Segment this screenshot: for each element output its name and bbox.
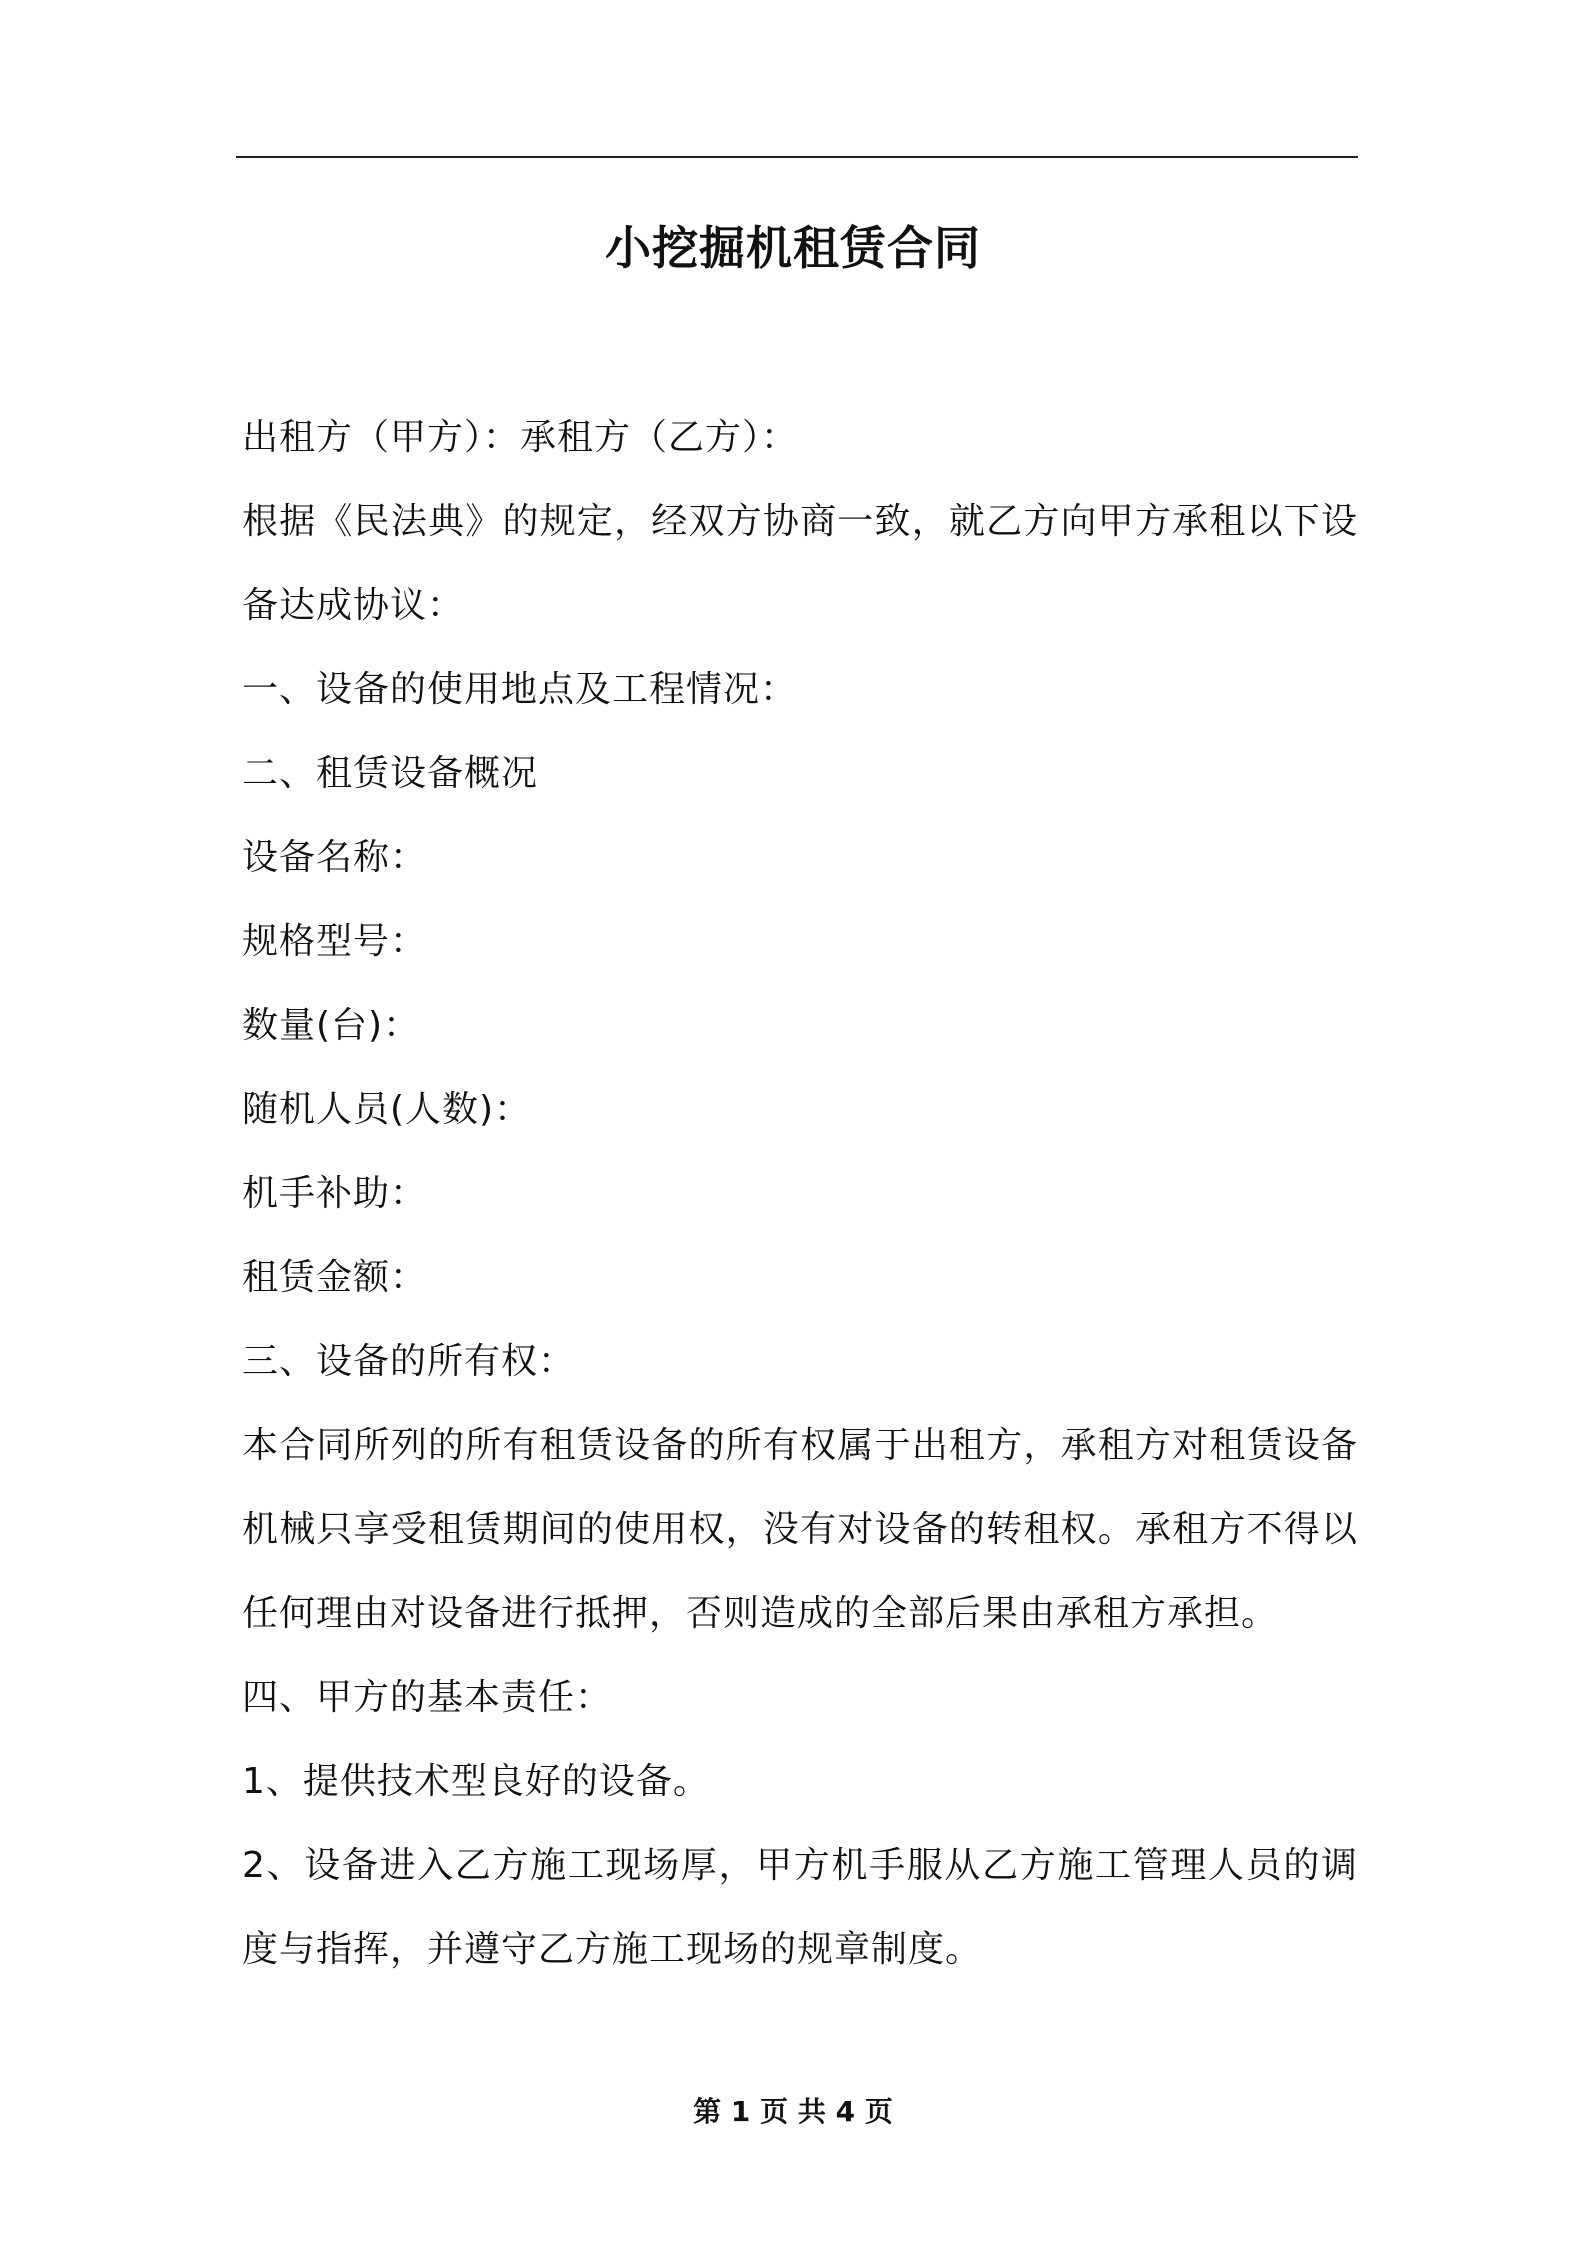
field-equipment-name: 设备名称： [242,837,428,878]
section-heading-1: 一、设备的使用地点及工程情况： [242,669,798,710]
field-spec-model: 规格型号： [242,921,428,962]
section-heading-4: 四、甲方的基本责任： [242,1677,613,1718]
page-number-footer: 第 1 页 共 4 页 [693,2095,893,2128]
field-quantity: 数量(台)： [242,1005,421,1046]
field-staff-count: 随机人员(人数)： [242,1089,532,1130]
section-heading-3: 三、设备的所有权： [242,1341,576,1382]
clause-1: 1、提供技术型良好的设备。 [242,1761,710,1802]
field-rental-amount: 租赁金额： [242,1257,428,1298]
document-body [242,396,1358,1992]
document-title: 小挖掘机租赁合同 [605,221,981,275]
header-rule [236,156,1358,158]
preamble-paragraph: 根据《民法典》的规定，经双方协商一致，就乙方向甲方承租以下设备达成协议： [242,501,1358,626]
parties-line: 出租方（甲方）：承租方（乙方）： [242,417,799,458]
ownership-paragraph: 本合同所列的所有租赁设备的所有权属于出租方，承租方对租赁设备机械只享受租赁期间的使用权，没有对设备的转租权。承租方不得以任何理由对设备进行抵押，否则造成的全部后果由承租方承担。 [242,1425,1358,1634]
section-heading-2: 二、租赁设备概况 [242,753,539,794]
field-operator-allowance: 机手补助： [242,1173,428,1214]
clause-2: 2、设备进入乙方施工现场厚，甲方机手服从乙方施工管理人员的调度与指挥，并遵守乙方施工现场的规章制度。 [242,1845,1358,1970]
